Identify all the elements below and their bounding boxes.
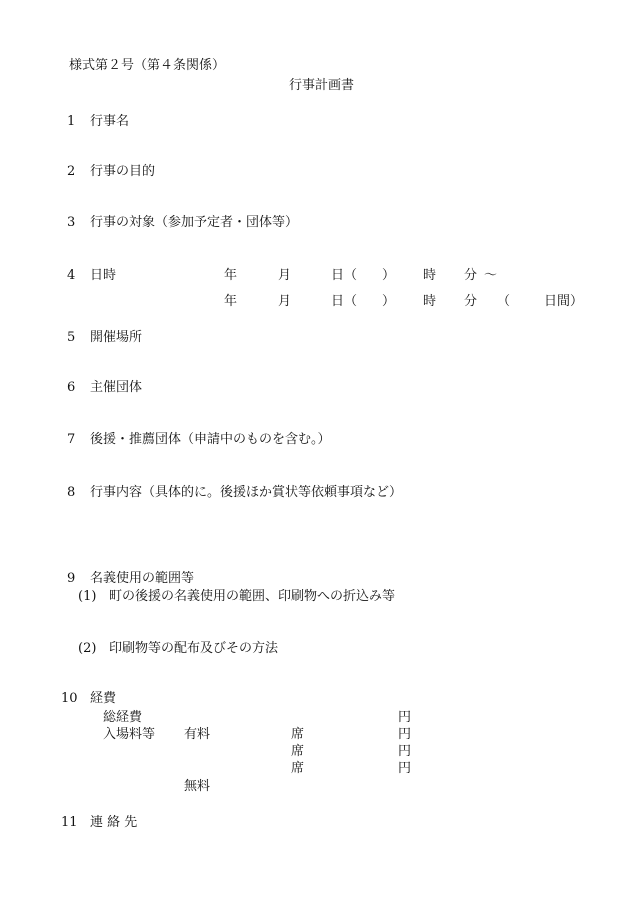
- section-7-label: 後援・推薦団体（申請中のものを含む。）: [90, 432, 331, 447]
- seat-label-1: 席: [291, 727, 305, 742]
- start-month-label: 月: [278, 268, 292, 283]
- seat-label-2: 席: [291, 744, 305, 759]
- start-hour-label: 時: [423, 268, 437, 283]
- start-day-close: ）: [382, 268, 396, 283]
- days-close: 日間）: [544, 294, 584, 309]
- section-4-number: 4: [67, 268, 76, 283]
- section-5-label: 開催場所: [90, 330, 143, 345]
- name-use-item-2-text: 印刷物等の配布及びその方法: [109, 641, 279, 656]
- name-use-item-1-text: 町の後援の名義使用の範囲、印刷物への折込み等: [109, 589, 396, 604]
- section-9-number: 9: [67, 571, 76, 586]
- section-10-label: 経費: [90, 691, 117, 706]
- section-1-label: 行事名: [90, 114, 130, 129]
- end-year-label: 年: [224, 294, 238, 309]
- section-10-number: 10: [61, 691, 78, 706]
- yen-label-1: 円: [398, 727, 412, 742]
- free-label: 無料: [184, 779, 211, 794]
- start-year-label: 年: [224, 268, 238, 283]
- section-2-label: 行事の目的: [90, 164, 156, 179]
- paid-label: 有料: [184, 727, 211, 742]
- total-expenses-yen: 円: [398, 710, 412, 725]
- section-3-number: 3: [67, 215, 76, 230]
- seat-label-3: 席: [291, 761, 305, 776]
- section-4-label: 日時: [90, 268, 117, 283]
- section-6-number: 6: [67, 380, 76, 395]
- section-1-number: 1: [67, 114, 76, 129]
- name-use-item-1-number: (1): [78, 589, 97, 604]
- end-minute-label: 分: [464, 294, 478, 309]
- start-day-open: 日（: [331, 268, 358, 283]
- total-expenses-label: 総経費: [103, 710, 143, 725]
- page-title: 行事計画書: [289, 78, 355, 93]
- section-8-number: 8: [67, 485, 76, 500]
- yen-label-3: 円: [398, 761, 412, 776]
- start-minute-label: 分: [464, 268, 478, 283]
- admission-label: 入場料等: [103, 727, 156, 742]
- end-day-close: ）: [382, 294, 396, 309]
- end-hour-label: 時: [423, 294, 437, 309]
- section-11-label: 連 絡 先: [90, 815, 138, 830]
- form-label: 様式第２号（第４条関係）: [69, 58, 226, 73]
- section-6-label: 主催団体: [90, 380, 143, 395]
- section-8-label: 行事内容（具体的に。後援ほか賞状等依頼事項など）: [90, 485, 403, 500]
- end-day-open: 日（: [331, 294, 358, 309]
- name-use-item-2-number: (2): [78, 641, 97, 656]
- section-7-number: 7: [67, 432, 76, 447]
- end-month-label: 月: [278, 294, 292, 309]
- section-3-label: 行事の対象（参加予定者・団体等）: [90, 215, 299, 230]
- section-2-number: 2: [67, 164, 76, 179]
- yen-label-2: 円: [398, 744, 412, 759]
- section-5-number: 5: [67, 330, 76, 345]
- range-tilde: 〜: [484, 268, 498, 283]
- section-11-number: 11: [61, 815, 78, 830]
- section-9-label: 名義使用の範囲等: [90, 571, 195, 586]
- days-open: （: [497, 294, 511, 309]
